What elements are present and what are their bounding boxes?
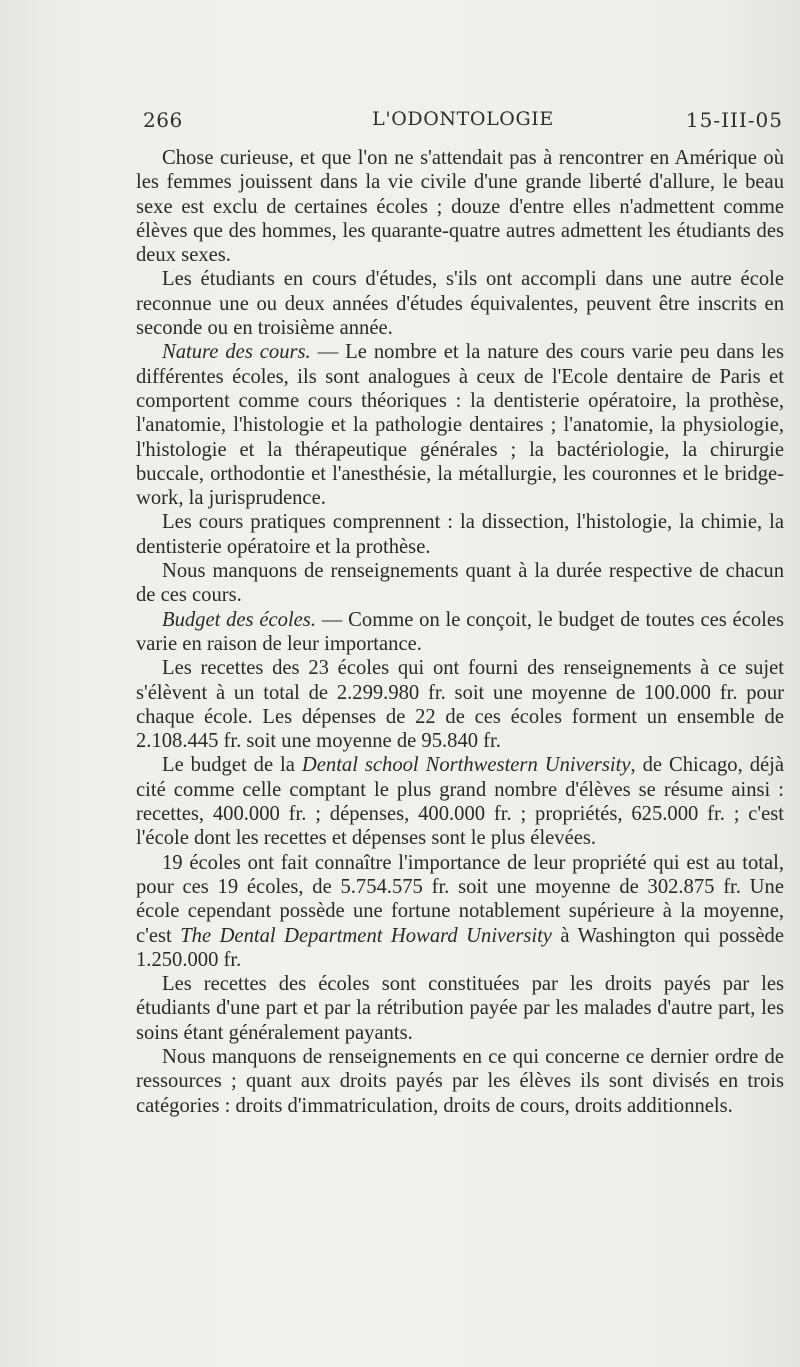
paragraph	[136, 972, 784, 1045]
text-run: 19 écoles ont fait connaître l'importance de leur propriété qui est au total, pour ces 19 écoles, de 5.754.575 fr. soit une moyenne de 302.875 fr. Une école cependant possède une fortune notablement supérieure à la moyenne, c'est	[136, 851, 784, 947]
paragraph	[136, 608, 784, 657]
page-number: 266	[143, 108, 183, 132]
text-run: Les recettes des 23 écoles qui ont fourni des renseignements à ce sujet s'élèvent à un total de 2.299.980 fr. soit une moyenne de 100.000 fr. pour chaque école. Les dépenses de 22 de ces écoles forment un ensemble de 2.108.445 fr. soit une moyenne de 95.840 fr.	[136, 657, 784, 753]
italic-text: Nature des cours.	[162, 341, 311, 364]
paragraph	[136, 267, 784, 340]
text-run: — Le nombre et la nature des cours varie peu dans les différentes écoles, ils sont analogues à ceux de l'Ecole dentaire de Paris et comportent comme cours théoriques : la dentisterie opératoire, la prothèse, l'anatomie, l'histologie et la pathologie dentaires ; l'anatomie, la physiologie, l'histologie et la thérapeutique générales ; la bactériologie, la chirurgie buccale, orthodontie et l'anesthésie, la métallurgie, les couronnes et le bridge-work, la jurisprudence.	[136, 341, 784, 510]
italic-text: Dental school Northwestern University	[301, 754, 631, 777]
body-text	[136, 146, 784, 1118]
text-run: Les étudiants en cours d'études, s'ils ont accompli dans une autre école reconnue une ou deux années d'études équivalentes, peuvent être inscrits en seconde ou en troisième année.	[136, 268, 784, 340]
paragraph	[136, 1045, 784, 1118]
paragraph	[136, 656, 784, 753]
running-header	[143, 108, 783, 138]
text-run: Les cours pratiques comprennent : la dissection, l'histologie, la chimie, la dentisterie opératoire et la prothèse.	[136, 511, 784, 558]
text-run: Nous manquons de renseignements en ce qui concerne ce dernier ordre de ressources ; quant aux droits payés par les élèves ils sont divisés en trois catégories : droits d'immatriculation, droits de cours, droits additionnels.	[136, 1045, 784, 1117]
text-run: — Comme on le conçoit, le budget de toutes ces écoles varie en raison de leur importance.	[136, 608, 785, 655]
journal-title: L'ODONTOLOGIE	[372, 108, 554, 130]
paragraph	[136, 146, 784, 267]
text-run: à Washington qui possède 1.250.000 fr.	[136, 924, 784, 971]
issue-date: 15-III-05	[685, 108, 783, 132]
paragraph	[136, 510, 784, 559]
italic-text: Budget des écoles.	[162, 608, 316, 631]
text-run: Chose curieuse, et que l'on ne s'attendait pas à rencontrer en Amérique où les femmes jouissent dans la vie civile d'une grande liberté d'allure, le beau sexe est exclu de certaines écoles ; douze d'entre elles n'admettent comme élèves que des hommes, les quarante-quatre autres admettent les étudiants des deux sexes.	[136, 147, 784, 267]
text-run: Les recettes des écoles sont constituées par les droits payés par les étudiants d'une part et par la rétribution payée par les malades d'autre part, les soins étant généralement payants.	[136, 973, 784, 1044]
text-run: Le budget de la	[162, 754, 302, 777]
paragraph	[136, 340, 784, 510]
paragraph	[136, 753, 784, 850]
italic-text: The Dental Department Howard University	[180, 924, 552, 947]
text-run: , de Chicago, déjà cité comme celle comptant le plus grand nombre d'élèves se résume ainsi : recettes, 400.000 fr. ; dépenses, 400.000 fr. ; propriétés, 625.000 fr. ; c'est l'école dont les recettes et dépenses sont le plus élevées.	[136, 754, 785, 850]
text-run: Nous manquons de renseignements quant à la durée respective de chacun de ces cours.	[136, 560, 784, 607]
paragraph	[136, 559, 784, 608]
paragraph	[136, 851, 784, 972]
